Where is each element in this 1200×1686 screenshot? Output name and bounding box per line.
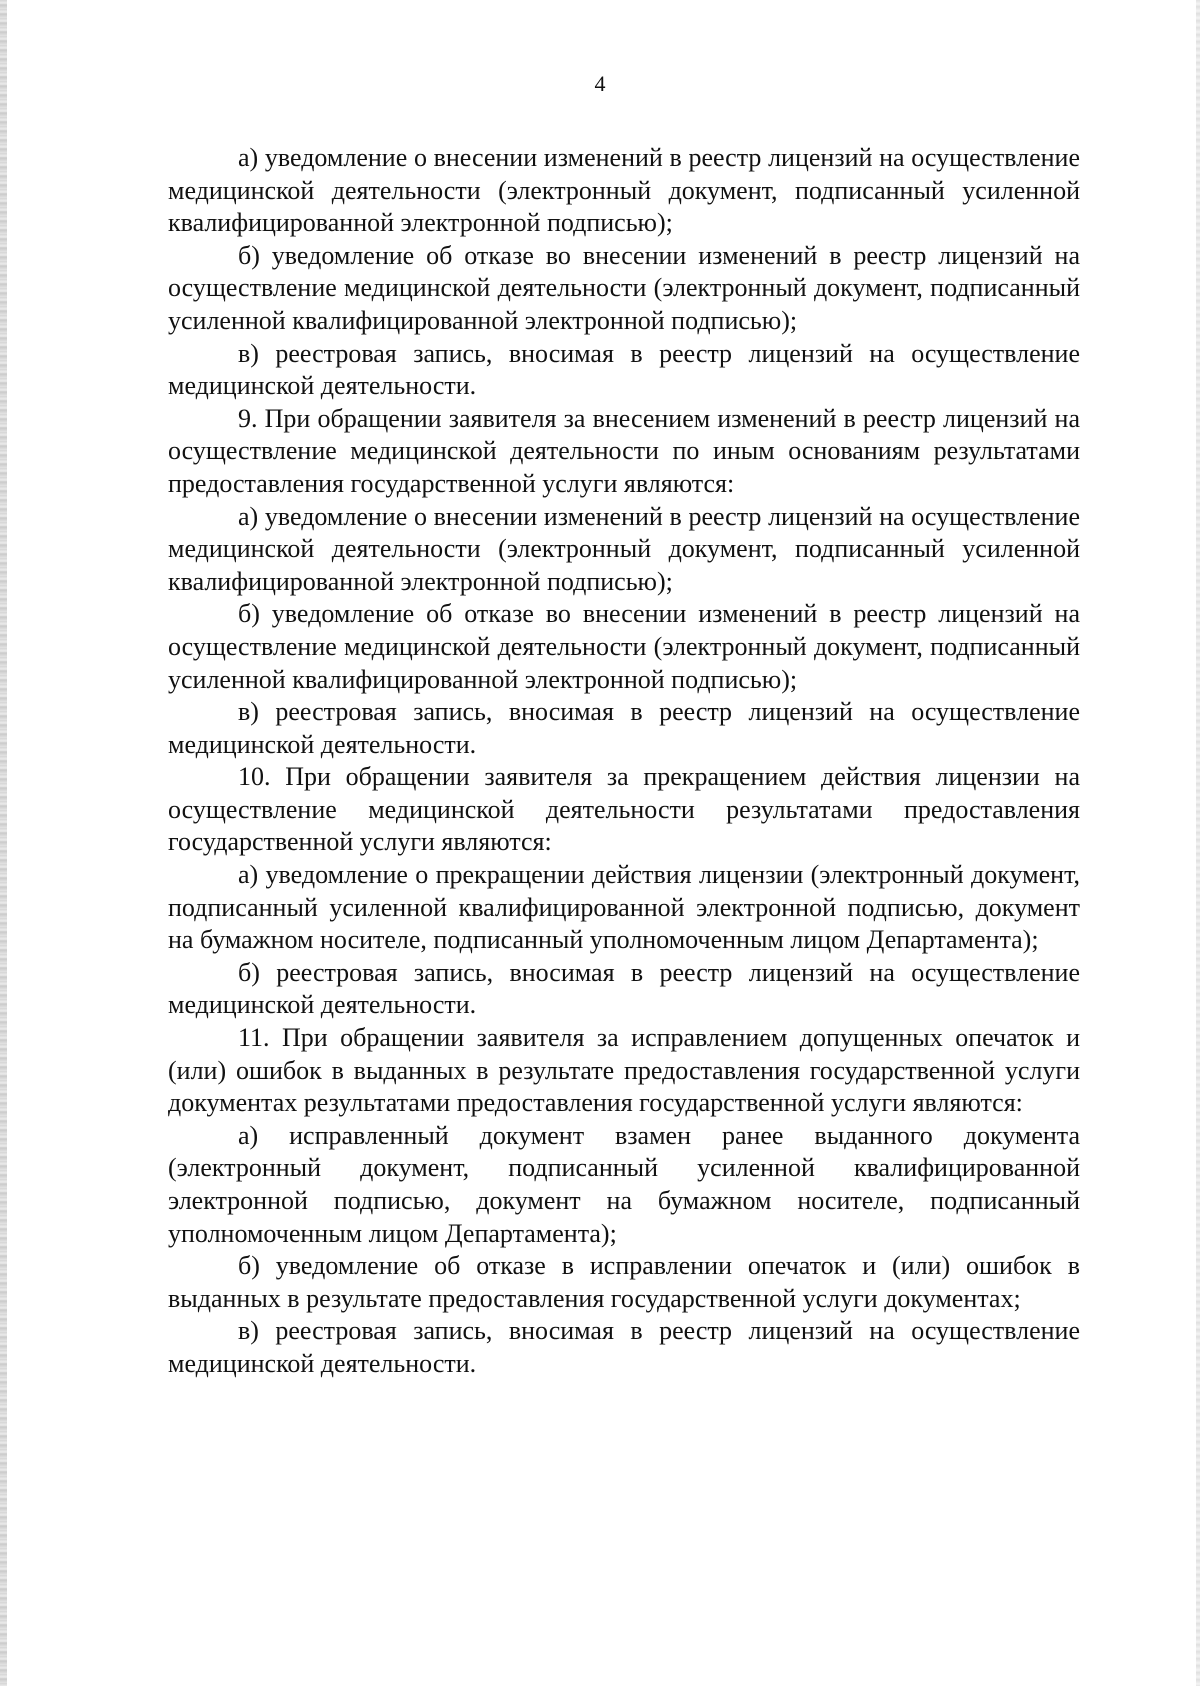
scan-edge-right: [1196, 0, 1200, 1686]
paragraph-item-b-1: б) уведомление об отказе во внесении изменений в реестр лицензий на осуществление медицинской деятельности (электронный документ, подписанный усиленной квалифицированной электронной подписью);: [168, 240, 1080, 335]
paragraph-item-a-3: а) уведомление о прекращении действия лицензии (электронный документ, подписанный усиленной квалифицированной электронной подписью, документ на бумажном носителе, подписанный уполномоченным лицом Департамента);: [168, 860, 1080, 955]
paragraph-item-b-2: б) уведомление об отказе во внесении изменений в реестр лицензий на осуществление медицинской деятельности (электронный документ, подписанный усиленной квалифицированной электронной подписью);: [168, 599, 1080, 694]
paragraph-item-a-4: а) исправленный документ взамен ранее выданного документа (электронный документ, подписанный усиленной квалифицированной электронной подписью, документ на бумажном носителе, подписанный уполномоченным лицом Департамента);: [168, 1120, 1080, 1248]
paragraph-item-a-1: а) уведомление о внесении изменений в реестр лицензий на осуществление медицинской деятельности (электронный документ, подписанный усиленной квалифицированной электронной подписью);: [168, 143, 1080, 238]
page-number: 4: [594, 71, 606, 96]
paragraph-item-v-2: в) реестровая запись, вносимая в реестр лицензий на осуществление медицинской деятельности.: [168, 697, 1080, 759]
paragraph-clause-10: 10. При обращении заявителя за прекращением действия лицензии на осуществление медицинской деятельности результатами предоставления государственной услуги являются:: [168, 762, 1080, 857]
document-body: [168, 142, 1080, 1381]
scan-edge-left: [0, 0, 7, 1686]
paragraph-clause-9: 9. При обращении заявителя за внесением изменений в реестр лицензий на осуществление медицинской деятельности по иным основаниям результатами предоставления государственной услуги являются:: [168, 403, 1080, 498]
paragraph-item-v-4: в) реестровая запись, вносимая в реестр лицензий на осуществление медицинской деятельности.: [168, 1316, 1080, 1378]
paragraph-item-a-2: а) уведомление о внесении изменений в реестр лицензий на осуществление медицинской деятельности (электронный документ, подписанный усиленной квалифицированной электронной подписью);: [168, 501, 1080, 596]
paragraph-clause-11: 11. При обращении заявителя за исправлением допущенных опечаток и (или) ошибок в выданных в результате предоставления государственной услуги документах результатами предоставления государственной услуги являются:: [168, 1023, 1080, 1118]
paragraph-item-b-3: б) реестровая запись, вносимая в реестр лицензий на осуществление медицинской деятельности.: [168, 957, 1080, 1020]
paragraph-item-b-4: б) уведомление об отказе в исправлении опечаток и (или) ошибок в выданных в результате предоставления государственной услуги документах;: [168, 1251, 1080, 1313]
paragraph-item-v-1: в) реестровая запись, вносимая в реестр лицензий на осуществление медицинской деятельности.: [168, 338, 1080, 401]
